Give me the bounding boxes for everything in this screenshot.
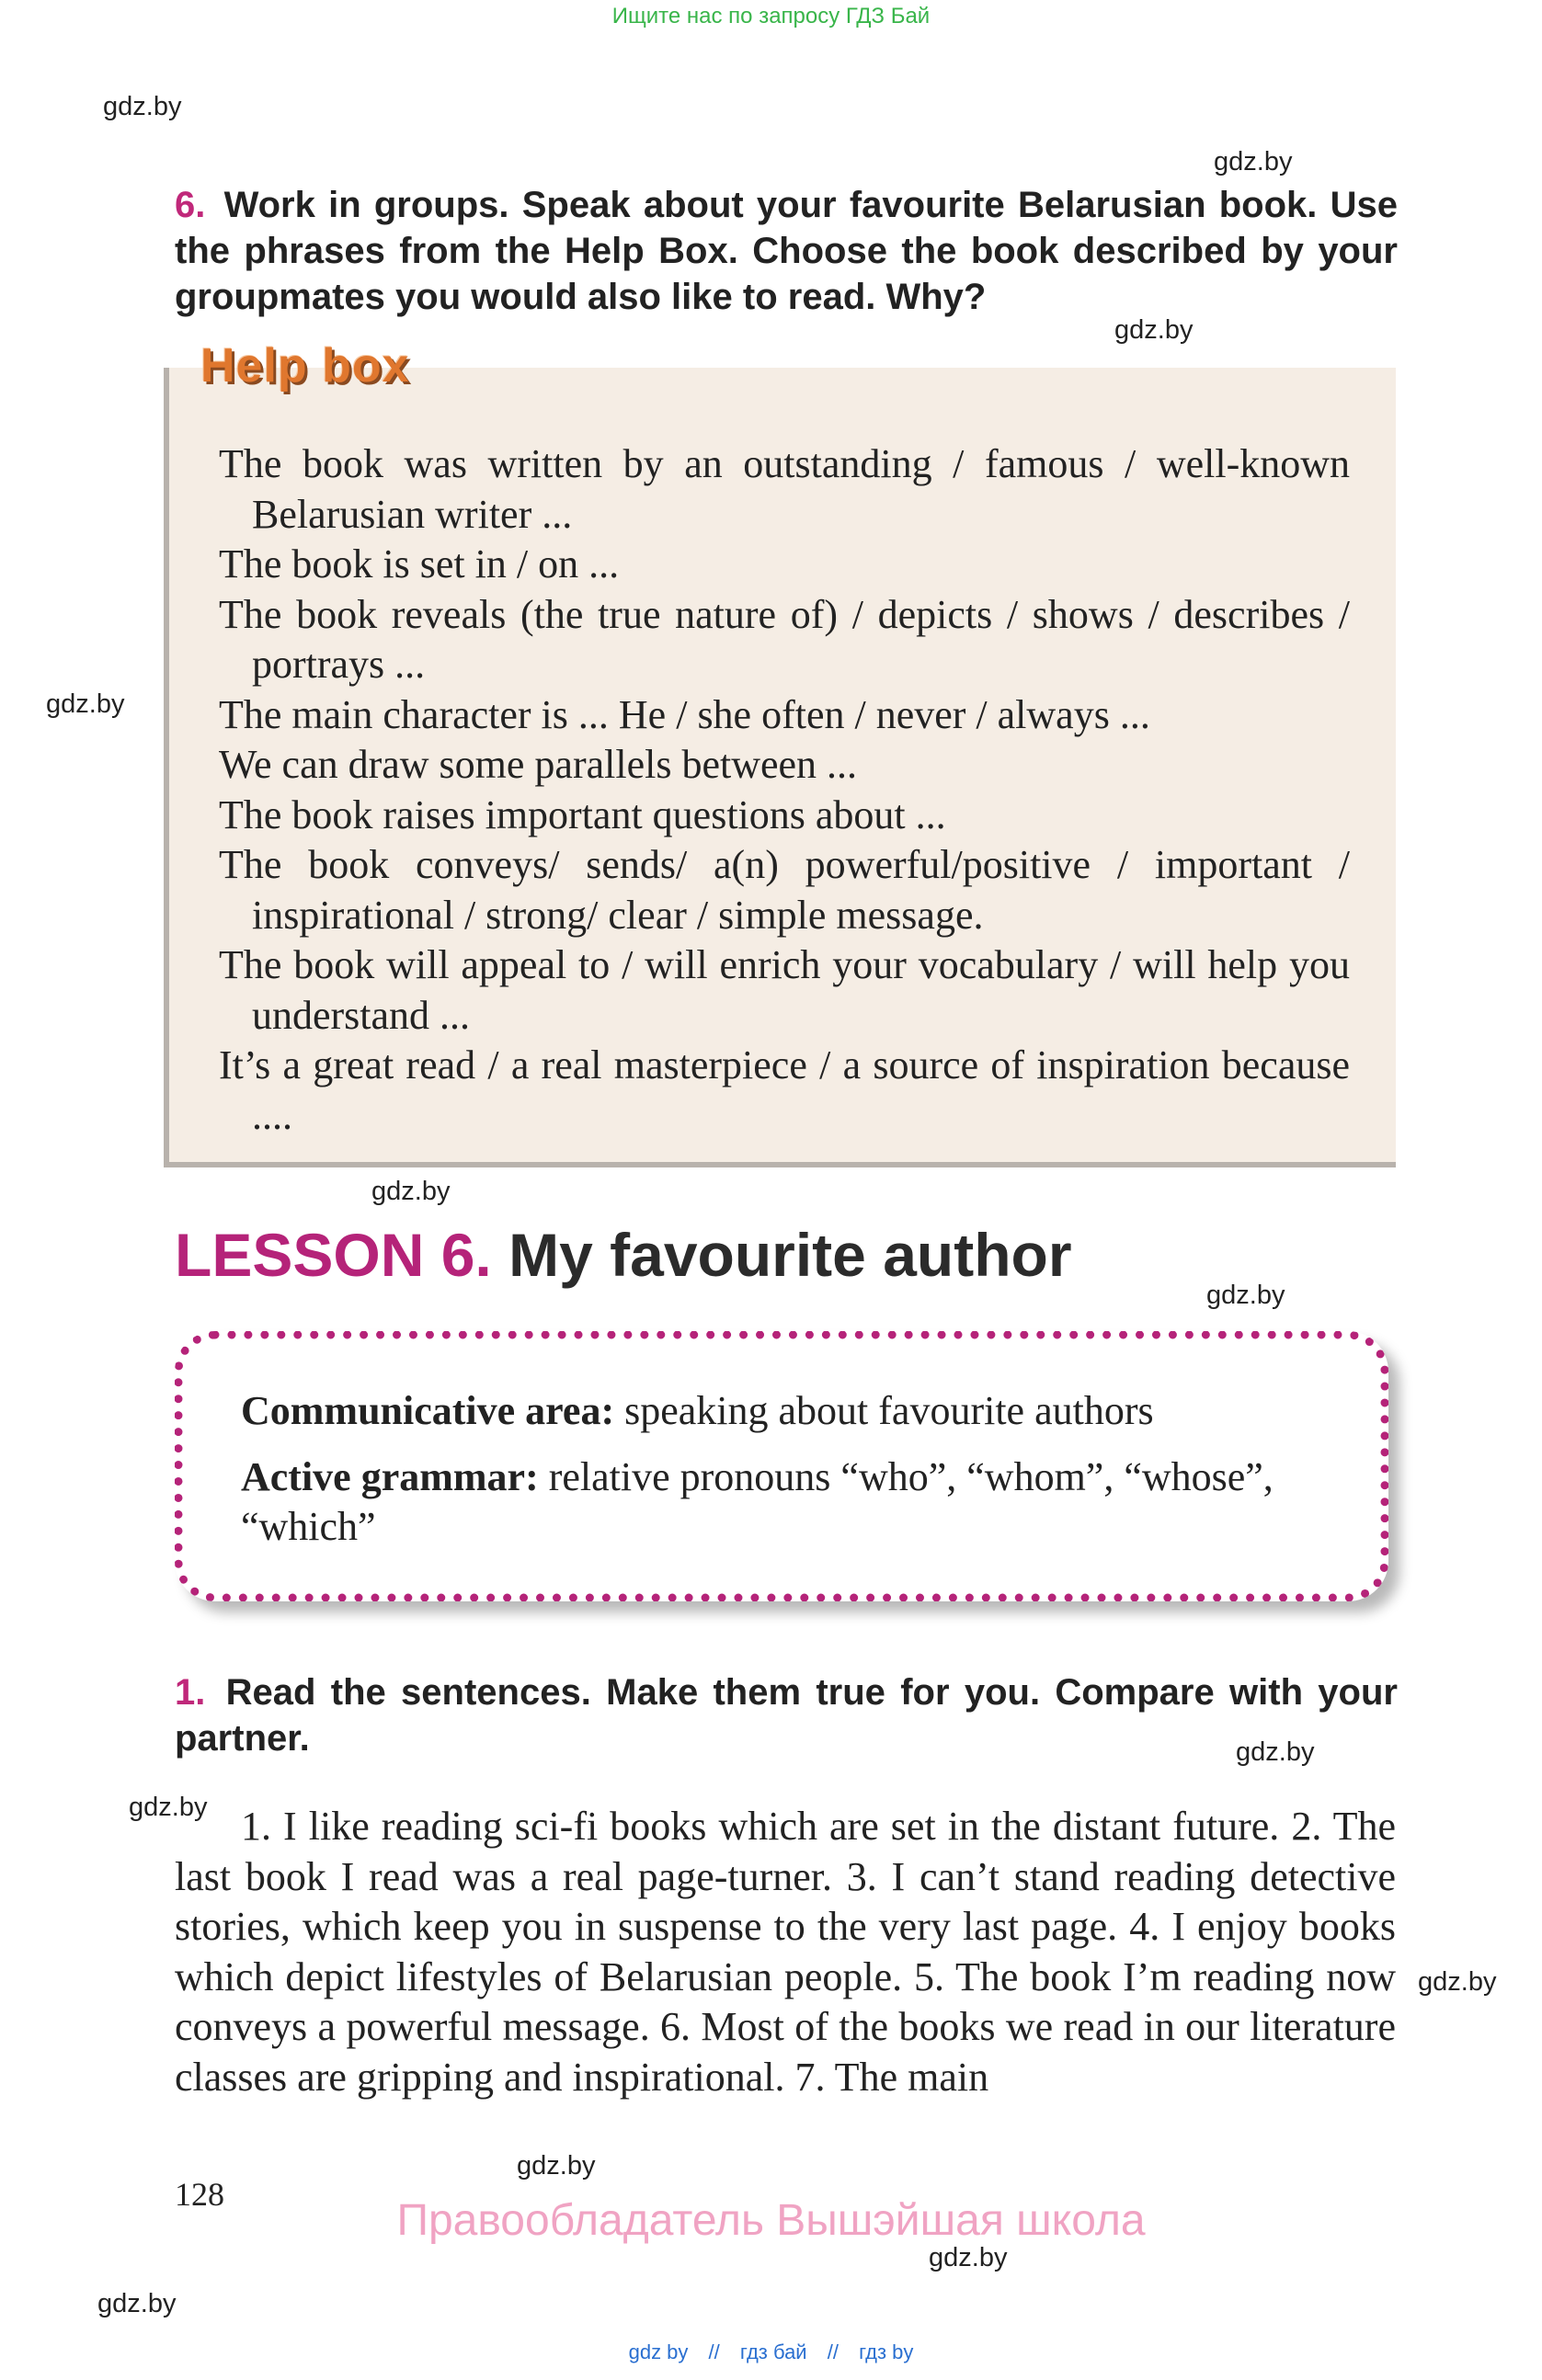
link-separator: // (708, 2340, 720, 2363)
watermark: gdz.by (46, 689, 125, 719)
bottom-links (0, 2340, 1542, 2364)
link-separator: // (827, 2340, 839, 2363)
watermark: gdz.by (1418, 1967, 1497, 1997)
grammar-label: Active grammar: (241, 1454, 539, 1499)
link-gdz-by-2[interactable]: гдз by (859, 2340, 914, 2363)
link-gdz-bai[interactable]: гдз бай (739, 2340, 807, 2363)
lesson-heading (175, 1218, 1072, 1292)
active-grammar (241, 1452, 1372, 1552)
watermark: gdz.by (1236, 1737, 1315, 1767)
watermark: gdz.by (1206, 1281, 1285, 1310)
task-6-instruction (175, 182, 1398, 320)
lesson-title: My favourite author (508, 1221, 1072, 1289)
watermark: gdz.by (371, 1177, 451, 1206)
phrase-item: The main character is ... He / she often / never / always ... (219, 691, 1150, 737)
communicative-label: Communicative area: (241, 1388, 615, 1433)
page-number: 128 (175, 2176, 224, 2213)
phrase-item: It’s a great read / a real masterpiece / a source of inspiration because .... (219, 1042, 1350, 1138)
grammar-text: relative pronouns “who”, “whom”, “whose”, “which” (241, 1454, 1274, 1549)
help-box-title: Help box (200, 339, 410, 393)
help-box-phrases (219, 439, 1350, 1141)
watermark: gdz.by (929, 2243, 1008, 2272)
copyright-notice: Правообладатель Вышэйшая школа (396, 2196, 1146, 2245)
phrase-item: The book conveys/ sends/ a(n) powerful/positive / important / inspirational / strong/ clear / simple message. (219, 842, 1350, 938)
task-text: Work in groups. Speak about your favourite Belarusian book. Use the phrases from the Help Box. Choose the book described by your groupmates you would also like to read. Why? (175, 185, 1398, 317)
phrase-item: The book reveals (the true nature of) / depicts / shows / describes / portrays ... (219, 591, 1350, 687)
communicative-text: speaking about favourite authors (624, 1388, 1154, 1433)
task-text: Read the sentences. Make them true for you. Compare with your partner. (175, 1672, 1398, 1759)
watermark: gdz.by (97, 2289, 177, 2318)
communicative-area (241, 1386, 1372, 1436)
link-gdz-by[interactable]: gdz by (628, 2340, 689, 2363)
phrase-item: The book raises important questions about ... (219, 791, 946, 837)
watermark: gdz.by (1214, 147, 1293, 177)
task-number: 6. (175, 185, 206, 225)
watermark: gdz.by (1114, 315, 1194, 345)
task-1-instruction (175, 1669, 1398, 1761)
phrase-item: We can draw some parallels between ... (219, 742, 858, 787)
phrase-item: The book was written by an outstanding / famous / well-known Belarusian writer ... (219, 441, 1350, 537)
phrase-item: The book will appeal to / will enrich your vocabulary / will help you understand ... (219, 942, 1350, 1038)
watermark: gdz.by (103, 92, 182, 121)
watermark: gdz.by (517, 2151, 596, 2181)
phrase-item: The book is set in / on ... (219, 541, 620, 586)
task-number: 1. (175, 1672, 206, 1713)
exercise-text: 1. I like reading sci-fi books which are set in the distant future. 2. The last book I read was a real page-turner. 3. I can’t stand reading detective stories, which keep you in suspense to the very last page. 4. I enjoy books which depict lifestyles of Belarusian people. 5. The book I’m reading now conveys a powerful message. 6. Most of the books we read in our literature classes are gripping and inspirational. 7. The main (175, 1804, 1396, 2100)
lesson-number: LESSON 6. (175, 1221, 492, 1289)
watermark: gdz.by (129, 1793, 208, 1822)
top-banner[interactable]: Ищите нас по запросу ГДЗ Бай (611, 4, 931, 28)
